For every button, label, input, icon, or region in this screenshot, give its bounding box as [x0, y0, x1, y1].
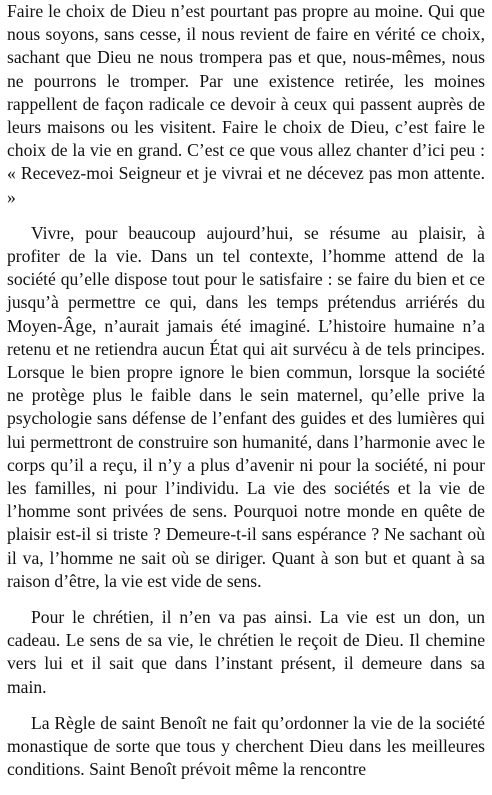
paragraph-3: Pour le chrétien, il n’en va pas ainsi. La vie est un don, un cadeau. Le sens de sa vie, le chrétien le reçoit de Dieu. Il chemine vers lui et il sait que dans l’instant présent, il demeure dans sa main. — [7, 607, 485, 697]
paragraph-1: Faire le choix de Dieu n’est pourtant pas propre au moine. Qui que nous soyons, sans cesse, il nous revient de faire en vérité ce choix, sachant que Dieu ne nous trompera pas et que, nous-mêmes, nous ne pourrons le tromper. Par une existence retirée, les moines rappellent de façon radicale ce devoir à ceux qui passent auprès de leurs maisons ou les visitent. Faire le choix de Dieu, c’est faire le choix de la vie en grand. C’est ce que vous allez chanter d’ici peu : « Recevez-moi Seigneur et je vivrai et ne décevez pas mon attente. » — [7, 1, 485, 207]
document-page — [7, 0, 485, 795]
paragraph-2: Vivre, pour beaucoup aujourd’hui, se résume au plaisir, à profiter de la vie. Dans un tel contexte, l’homme attend de la société qu’elle dispose tout pour le satisfaire : se faire du bien et ce jusqu’à permettre ce qui, dans les temps prétendus arriérés du Moyen-Âge, n’aurait jamais été imaginé. L’histoire humaine n’a retenu et ne retiendra aucun État qui ait survécu à de tels principes. Lorsque le bien propre ignore le bien commun, lorsque la société ne protège plus le faible dans le sein maternel, qu’elle prive la psychologie sans défense de l’enfant des guides et des lumières qui lui permettront de construire son humanité, dans l’harmonie avec le corps qu’il a reçu, il n’y a plus d’avenir ni pour la société, ni pour les familles, ni pour l’individu. La vie des sociétés et la vie de l’homme sont privées de sens. Pourquoi notre monde en quête de plaisir est-il si triste ? Demeure-t-il sans espérance ? Ne sachant où il va, l’homme ne sait où se diriger. Quant à son but et quant à sa raison d’être, la vie est vide de sens. — [7, 222, 485, 591]
paragraph-4: La Règle de saint Benoît ne fait qu’ordonner la vie de la société monastique de sorte que tous y cherchent Dieu dans les meilleures conditions. Saint Benoît prévoit même la rencontre — [7, 712, 485, 780]
